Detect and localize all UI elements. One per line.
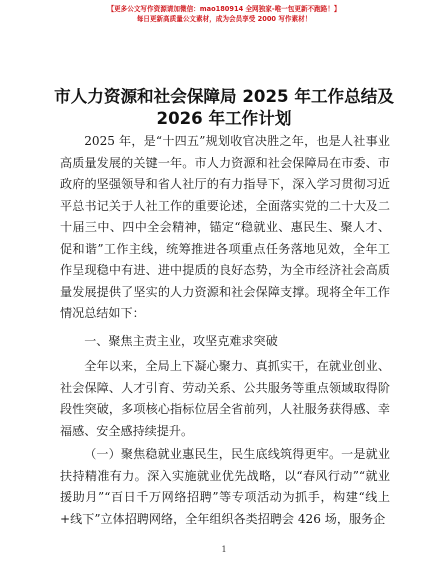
summary-paragraph: 全年以来，全局上下凝心聚力、真抓实干，在就业创业、社会保障、人才引育、劳动关系、公共服务等重点领域取得阶段性突破，多项核心指标位居全省前列，人社服务获得感、幸福感、安全感持续提升。 <box>60 359 390 438</box>
title-line-2: 2026 年工作计划 <box>156 109 292 128</box>
intro-paragraph: 2025 年，是“十四五”规划收官决胜之年，也是人社事业高质量发展的关键一年。市人力资源和社会保障局在市委、市政府的坚强领导和省人社厅的有力指导下，深入学习贯彻习近平总书记关于人社工作的重要论述，全面落实党的二十大及二十届三中、四中全会精神，锚定“稳就业、惠民生、聚人才、促和谐”工作主线，统筹推进各项重点任务落地见效，全年工作呈现稳中有进、进中提质的良好态势，为全市经济社会高质量发展提供了坚实的人力资源和社会保障支撑。现将全年工作情况总结如下： <box>60 134 390 320</box>
title-line-1: 市人力资源和社会保障局 2025 年工作总结及 <box>54 87 394 106</box>
subsection-paragraph-1: （一）聚焦稳就业惠民生，民生底线筑得更牢。一是就业扶持精准有力。深入实施就业优先战略，以“春风行动”“就业援助月”“百日千万网络招聘”等专项活动为抓手，构建“线上+线下”立体招聘网络，全年组织各类招聘会 426 场，服务企 <box>60 447 390 526</box>
document-body <box>60 131 390 530</box>
page-number: 1 <box>221 545 227 554</box>
header-banner <box>0 4 448 24</box>
banner-line-1: 【更多公文写作资源请加微信：mao180914 全网独家-唯一包更新不跑路！】 <box>107 5 341 13</box>
banner-line-2: 每日更新高质量公文素材，成为会员享受 2000 写作素材！ <box>136 15 312 23</box>
document-title <box>30 86 418 130</box>
section-heading-1: 一、聚焦主责主业，攻坚克难求突破 <box>84 333 278 348</box>
